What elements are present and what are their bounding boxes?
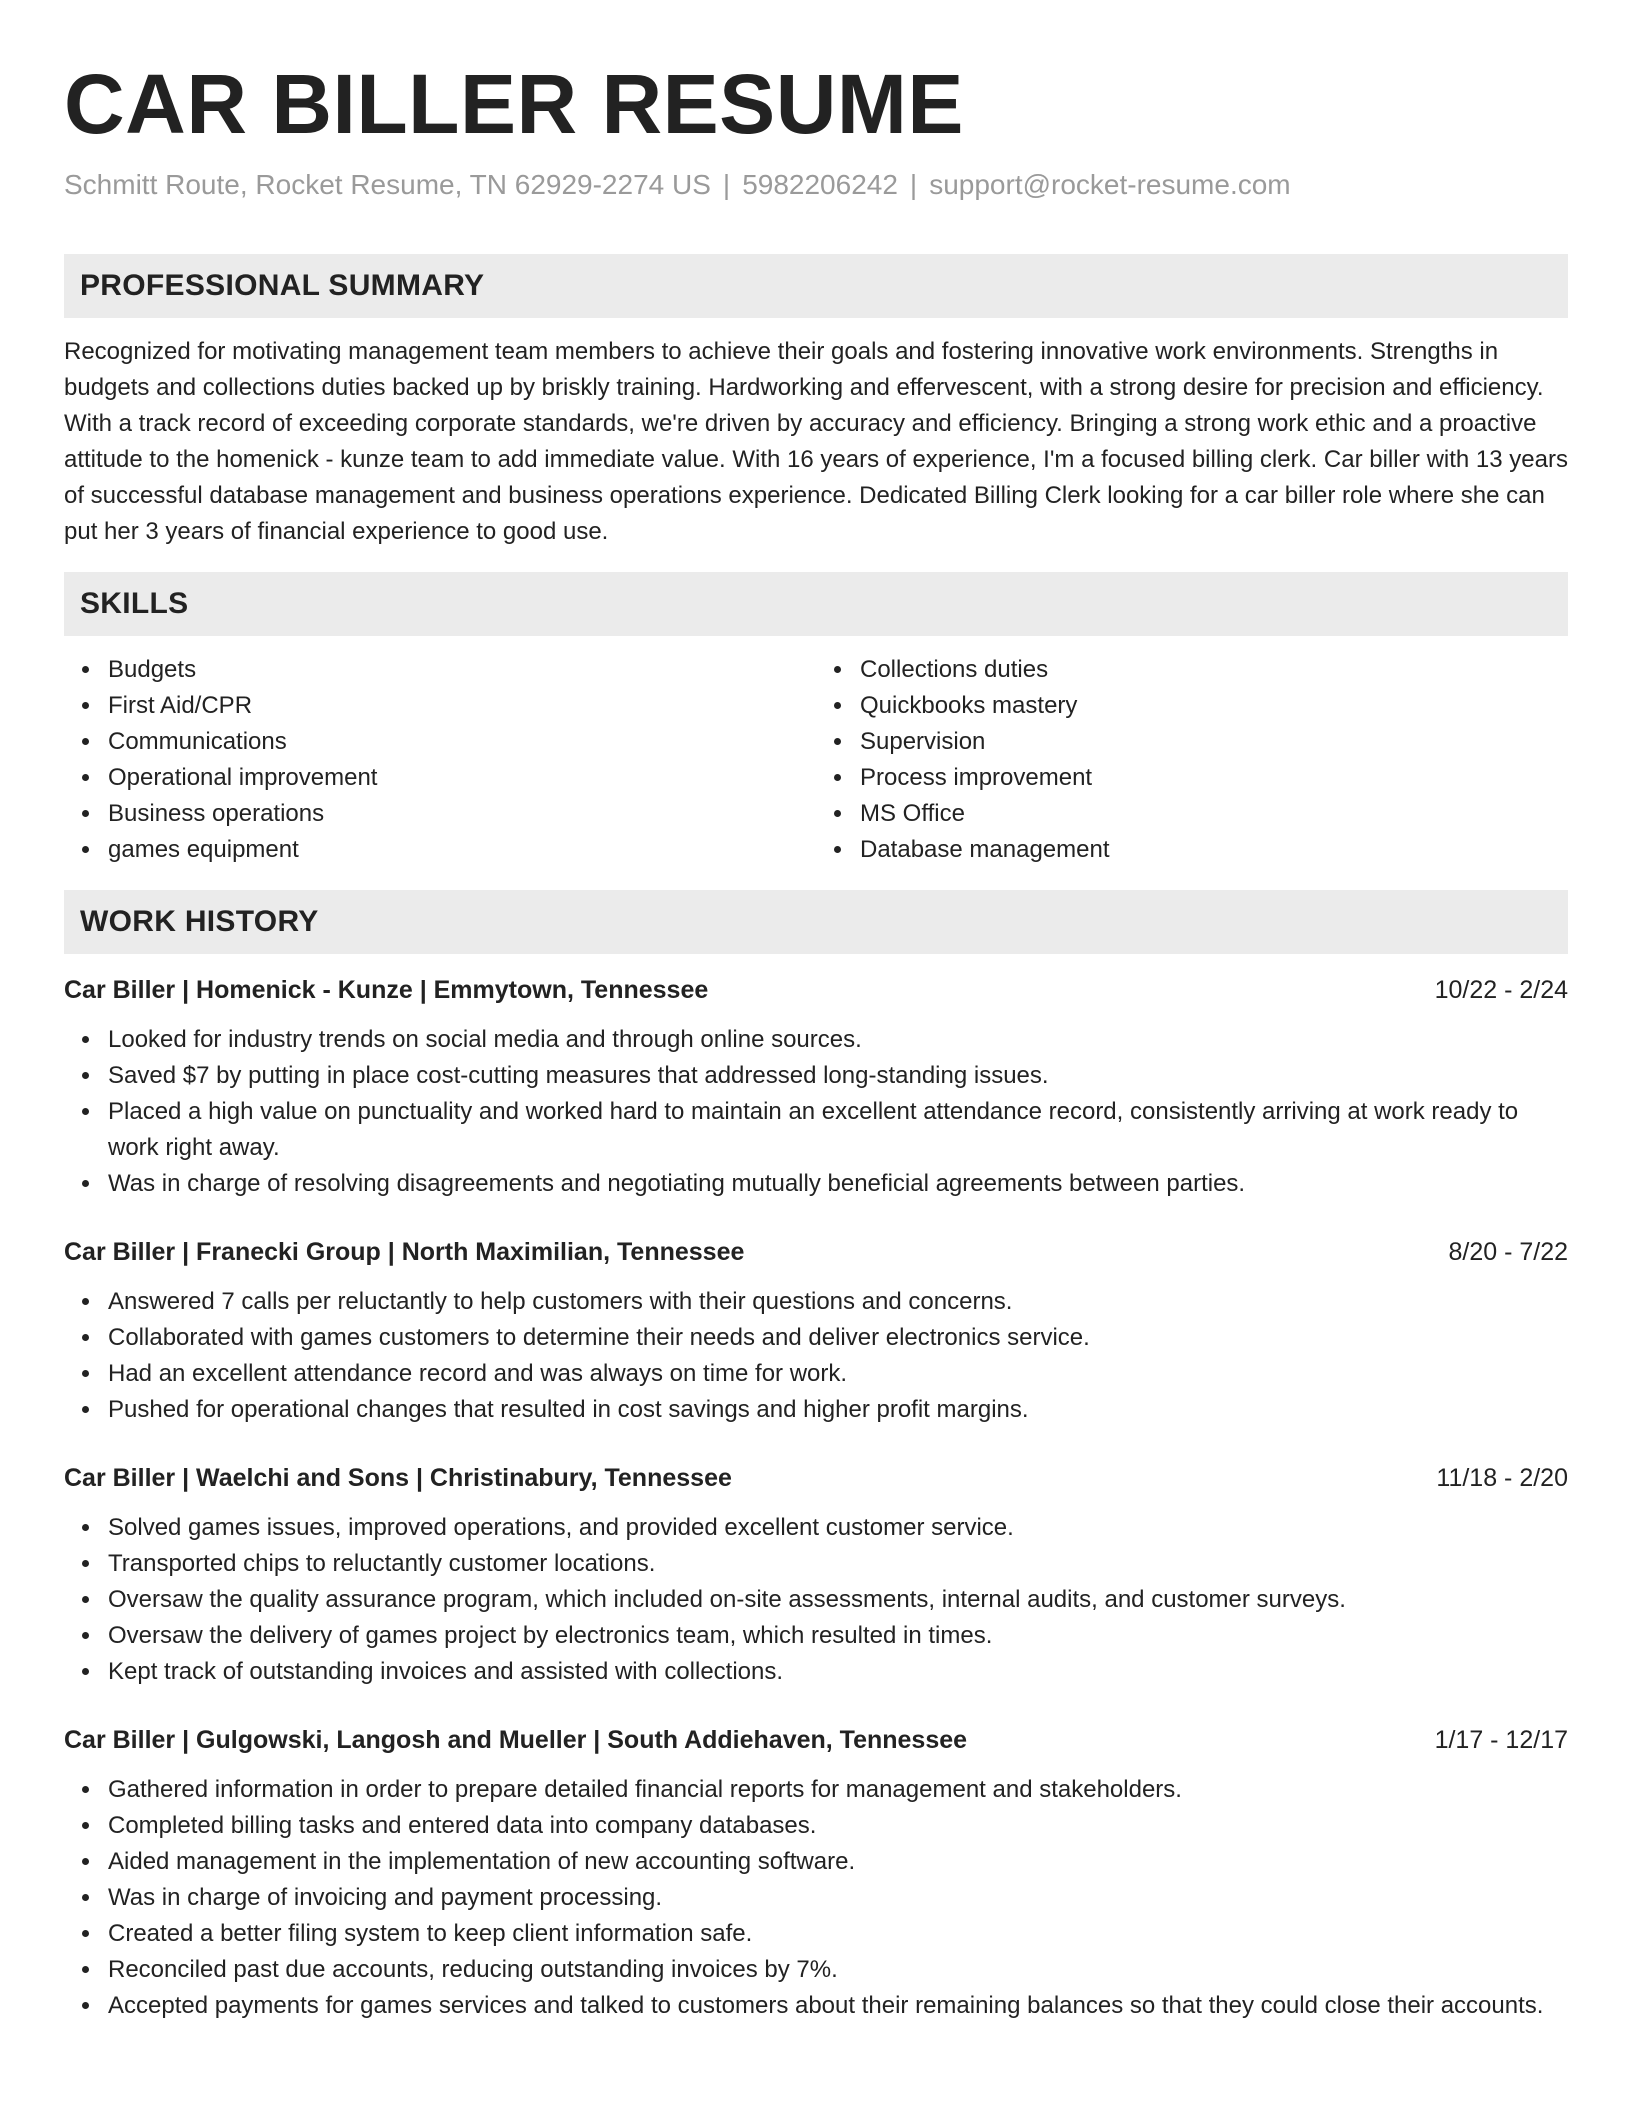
job-entry [64, 972, 1568, 1202]
skill-item: Budgets [108, 652, 816, 688]
job-bullet: Transported chips to reluctantly customer locations. [108, 1546, 1568, 1582]
skills-grid [64, 652, 1568, 868]
job-title: Car Biller | Gulgowski, Langosh and Mueller | South Addiehaven, Tennessee [64, 1726, 968, 1754]
skill-item: Supervision [860, 724, 1568, 760]
job-title: Car Biller | Homenick - Kunze | Emmytown, Tennessee [64, 976, 709, 1004]
job-bullet: Reconciled past due accounts, reducing outstanding invoices by 7%. [108, 1952, 1568, 1988]
job-bullet: Created a better filing system to keep client information safe. [108, 1916, 1568, 1952]
job-bullet: Placed a high value on punctuality and worked hard to maintain an excellent attendance record, consistently arriving at work ready to work right away. [108, 1094, 1568, 1166]
contact-phone: 5982206242 [742, 169, 898, 200]
job-bullet: Oversaw the delivery of games project by electronics team, which resulted in times. [108, 1618, 1568, 1654]
job-bullets [64, 1772, 1568, 2024]
job-header [64, 972, 1568, 1008]
section-header-skills: SKILLS [64, 572, 1568, 636]
skill-item: Database management [860, 832, 1568, 868]
job-bullet: Looked for industry trends on social media and through online sources. [108, 1022, 1568, 1058]
job-dates: 11/18 - 2/20 [1436, 1464, 1568, 1492]
job-header [64, 1460, 1568, 1496]
contact-separator: | [909, 169, 918, 200]
job-bullet: Aided management in the implementation of new accounting software. [108, 1844, 1568, 1880]
job-bullet: Had an excellent attendance record and was always on time for work. [108, 1356, 1568, 1392]
job-bullets [64, 1022, 1568, 1202]
job-dates: 1/17 - 12/17 [1434, 1726, 1568, 1754]
job-header [64, 1722, 1568, 1758]
job-header [64, 1234, 1568, 1270]
skill-item: games equipment [108, 832, 816, 868]
job-entry [64, 1722, 1568, 2024]
job-dates: 10/22 - 2/24 [1434, 976, 1568, 1004]
skill-item: Operational improvement [108, 760, 816, 796]
resume-title: CAR BILLER RESUME [64, 57, 964, 151]
summary-text: Recognized for motivating management team members to achieve their goals and fostering innovative work environments. Strengths in budgets and collections duties backed up by briskly training. Hardworking and effervescent, with a strong desire for precision and efficiency. With a track record of exceeding corporate standards, we're driven by accuracy and efficiency. Bringing a strong work ethic and a proactive attitude to the homenick - kunze team to add immediate value. With 16 years of experience, I'm a focused billing clerk. Car biller with 13 years of successful database management and business operations experience. Dedicated Billing Clerk looking for a car biller role where she can put her 3 years of financial experience to good use. [64, 338, 1568, 545]
job-bullet: Accepted payments for games services and talked to customers about their remaining balances so that they could close their accounts. [108, 1988, 1568, 2024]
skill-item: Communications [108, 724, 816, 760]
contact-address: Schmitt Route, Rocket Resume, TN 62929-2274 US [64, 169, 711, 200]
skills-column-right [816, 652, 1568, 868]
skill-item: Quickbooks mastery [860, 688, 1568, 724]
section-header-summary: PROFESSIONAL SUMMARY [64, 254, 1568, 318]
job-bullet: Was in charge of invoicing and payment processing. [108, 1880, 1568, 1916]
job-bullet: Collaborated with games customers to determine their needs and deliver electronics service. [108, 1320, 1568, 1356]
job-bullet: Solved games issues, improved operations, and provided excellent customer service. [108, 1510, 1568, 1546]
contact-email: support@rocket-resume.com [929, 169, 1291, 200]
job-bullets [64, 1284, 1568, 1428]
job-bullet: Was in charge of resolving disagreements and negotiating mutually beneficial agreements between parties. [108, 1166, 1568, 1202]
contact-line [64, 166, 1568, 204]
job-bullet: Answered 7 calls per reluctantly to help customers with their questions and concerns. [108, 1284, 1568, 1320]
job-bullet: Gathered information in order to prepare detailed financial reports for management and stakeholders. [108, 1772, 1568, 1808]
job-title: Car Biller | Waelchi and Sons | Christinabury, Tennessee [64, 1464, 732, 1492]
job-dates: 8/20 - 7/22 [1448, 1238, 1568, 1266]
job-bullets [64, 1510, 1568, 1690]
job-entry [64, 1234, 1568, 1428]
skill-item: Business operations [108, 796, 816, 832]
job-bullet: Completed billing tasks and entered data into company databases. [108, 1808, 1568, 1844]
job-bullet: Kept track of outstanding invoices and assisted with collections. [108, 1654, 1568, 1690]
job-title: Car Biller | Franecki Group | North Maximilian, Tennessee [64, 1238, 745, 1266]
contact-separator: | [722, 169, 731, 200]
job-bullet: Saved $7 by putting in place cost-cutting measures that addressed long-standing issues. [108, 1058, 1568, 1094]
job-bullet: Pushed for operational changes that resulted in cost savings and higher profit margins. [108, 1392, 1568, 1428]
skill-item: Process improvement [860, 760, 1568, 796]
skill-item: Collections duties [860, 652, 1568, 688]
section-header-work-history: WORK HISTORY [64, 890, 1568, 954]
skill-item: First Aid/CPR [108, 688, 816, 724]
job-bullet: Oversaw the quality assurance program, which included on-site assessments, internal audits, and customer surveys. [108, 1582, 1568, 1618]
skill-item: MS Office [860, 796, 1568, 832]
skills-column-left [64, 652, 816, 868]
job-entry [64, 1460, 1568, 1690]
